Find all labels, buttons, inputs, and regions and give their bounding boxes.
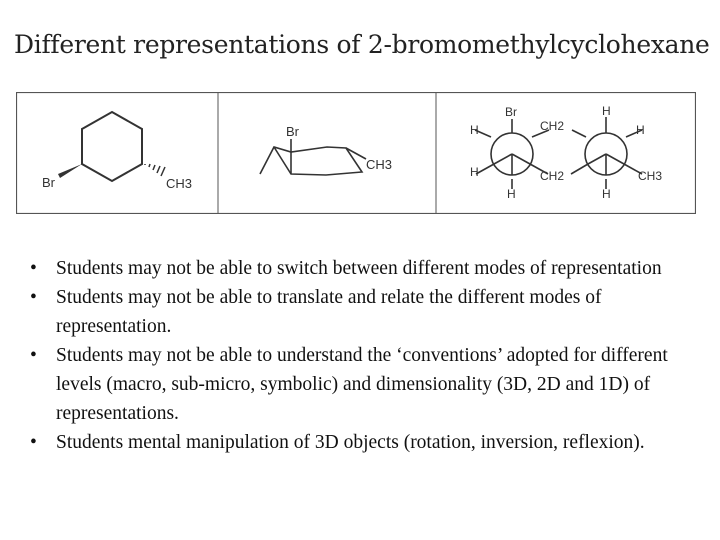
bullet-dot-icon: • (30, 345, 37, 366)
chair-ring (260, 147, 362, 175)
newman-br-label: Br (505, 105, 517, 119)
newman-ch2-top-label: CH2 (540, 119, 565, 133)
bullet-item (30, 428, 690, 457)
newman-h-label-6: H (602, 187, 611, 201)
bullet-item (30, 341, 690, 428)
newman-ch2-bottom-label: CH2 (540, 169, 565, 183)
newman-h-label-4: H (602, 104, 611, 118)
newman-h-label-1: H (470, 123, 479, 137)
wedge-bond (58, 164, 82, 178)
newman-h-label-2: H (470, 165, 479, 179)
bullet-text: Students may not be able to switch between different modes of representation (56, 258, 662, 279)
chair-ch3-label: CH3 (366, 157, 393, 172)
newman-right (571, 117, 642, 189)
bullet-item (30, 283, 690, 341)
newman-left (475, 119, 549, 189)
bullet-item (30, 254, 690, 283)
chair-structure (260, 139, 366, 175)
cyclohexane-ring (82, 112, 142, 181)
skeletal-ch3-label: CH3 (166, 176, 193, 191)
molecule-representations-figure (16, 92, 696, 214)
skeletal-structure (58, 112, 165, 181)
bullet-dot-icon: • (30, 258, 37, 279)
representations-svg (16, 92, 696, 214)
skeletal-br-label: Br (42, 175, 55, 190)
bullet-text: Students may not be able to understand the ‘conventions’ adopted for different levels (macro, sub-micro, symbolic) and dimensionality (3D, 2D and 1D) of representations. (56, 345, 668, 424)
bullet-list (30, 254, 690, 457)
newman-ch3-label: CH3 (638, 169, 663, 183)
chair-br-label: Br (286, 124, 299, 139)
newman-h-label-5: H (636, 123, 645, 137)
hashed-bond (145, 164, 165, 176)
bullet-dot-icon: • (30, 432, 37, 453)
page-title: Different representations of 2-bromomethylcyclohexane (14, 30, 710, 59)
newman-h-label-3: H (507, 187, 516, 201)
bullet-dot-icon: • (30, 287, 37, 308)
bullet-text: Students may not be able to translate and relate the different modes of representation. (56, 287, 602, 337)
bullet-text: Students mental manipulation of 3D objects (rotation, inversion, reflexion). (56, 432, 645, 453)
